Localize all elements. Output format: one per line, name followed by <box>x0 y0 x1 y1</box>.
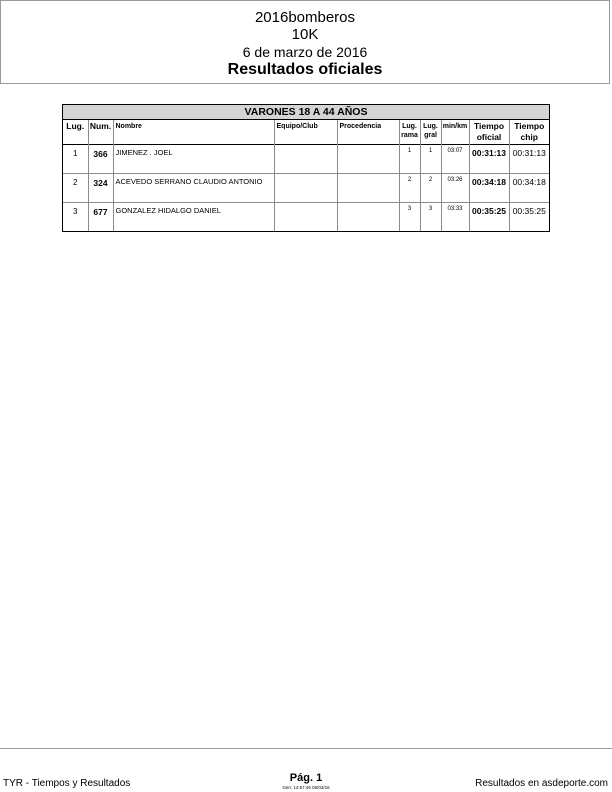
report-header <box>0 0 610 84</box>
col-header-tiempo-chip-line1: Tiempo <box>514 121 545 131</box>
page-number: Pág. 1 <box>289 772 323 784</box>
table-header-row <box>63 120 549 145</box>
col-header-equipo: Equipo/Club <box>274 120 337 145</box>
col-header-lug-rama <box>399 120 420 145</box>
col-header-num: Num. <box>88 120 113 145</box>
cell-min-km: 03:07 <box>441 145 469 174</box>
cell-equipo <box>274 203 337 232</box>
footer-divider <box>0 748 612 749</box>
category-title: VARONES 18 A 44 AÑOS <box>63 105 549 120</box>
cell-nombre: ACEVEDO SERRANO CLAUDIO ANTONIO <box>113 174 274 203</box>
cell-lug-gral: 1 <box>420 145 441 174</box>
col-header-tiempo-oficial-line1: Tiempo <box>473 121 505 131</box>
event-distance: 10K <box>291 26 319 43</box>
cell-procedencia <box>337 203 399 232</box>
cell-tiempo-chip: 00:34:18 <box>512 177 546 187</box>
col-header-lug-gral-line2: gral <box>424 132 437 139</box>
table-row <box>63 174 549 203</box>
cell-min-km: 03:26 <box>441 174 469 203</box>
col-header-min-km: min/km <box>441 120 469 145</box>
report-title: Resultados oficiales <box>227 61 383 78</box>
cell-lug-rama: 2 <box>399 174 420 203</box>
cell-equipo <box>274 145 337 174</box>
cell-lug: 3 <box>63 203 88 232</box>
table-row <box>63 145 549 174</box>
cell-lug: 1 <box>63 145 88 174</box>
cell-num: 677 <box>88 203 113 232</box>
event-name: 2016bomberos <box>254 9 356 26</box>
col-header-lug-rama-line2: rama <box>401 132 418 139</box>
col-header-lug-gral <box>420 120 441 145</box>
footer-right-text: Resultados en asdeporte.com <box>475 778 608 789</box>
results-table-block <box>62 104 550 232</box>
results-table <box>63 120 549 231</box>
cell-tiempo-chip: 00:31:13 <box>512 148 546 158</box>
cell-nombre: JIMENEZ . JOEL <box>113 145 274 174</box>
cell-min-km: 03:33 <box>441 203 469 232</box>
cell-tiempo-oficial: 00:34:18 <box>469 174 509 203</box>
cell-procedencia <box>337 145 399 174</box>
generated-timestamp: Gen: 14:57:46 06/03/16 <box>282 785 330 790</box>
footer-left-text: TYR - Tiempos y Resultados <box>3 778 131 789</box>
col-header-lug: Lug. <box>63 120 88 145</box>
col-header-tiempo-oficial-line2: oficial <box>476 132 502 142</box>
col-header-lug-gral-line1: Lug. <box>423 123 438 130</box>
col-header-lug-rama-line1: Lug. <box>402 123 417 130</box>
cell-lug: 2 <box>63 174 88 203</box>
cell-tiempo-chip: 00:35:25 <box>512 206 546 216</box>
cell-procedencia <box>337 174 399 203</box>
cell-lug-gral: 3 <box>420 203 441 232</box>
col-header-procedencia: Procedencia <box>337 120 399 145</box>
table-row <box>63 203 549 232</box>
col-header-tiempo-chip <box>509 120 549 145</box>
cell-equipo <box>274 174 337 203</box>
cell-num: 324 <box>88 174 113 203</box>
cell-tiempo-oficial: 00:35:25 <box>469 203 509 232</box>
cell-lug-gral: 2 <box>420 174 441 203</box>
col-header-tiempo-chip-line2: chip <box>520 132 538 142</box>
cell-num: 366 <box>88 145 113 174</box>
cell-nombre: GONZALEZ HIDALGO DANIEL <box>113 203 274 232</box>
cell-lug-rama: 1 <box>399 145 420 174</box>
footer-page-info <box>256 772 356 790</box>
event-date: 6 de marzo de 2016 <box>242 44 368 60</box>
col-header-nombre: Nombre <box>113 120 274 145</box>
cell-lug-rama: 3 <box>399 203 420 232</box>
cell-tiempo-oficial: 00:31:13 <box>469 145 509 174</box>
col-header-tiempo-oficial <box>469 120 509 145</box>
